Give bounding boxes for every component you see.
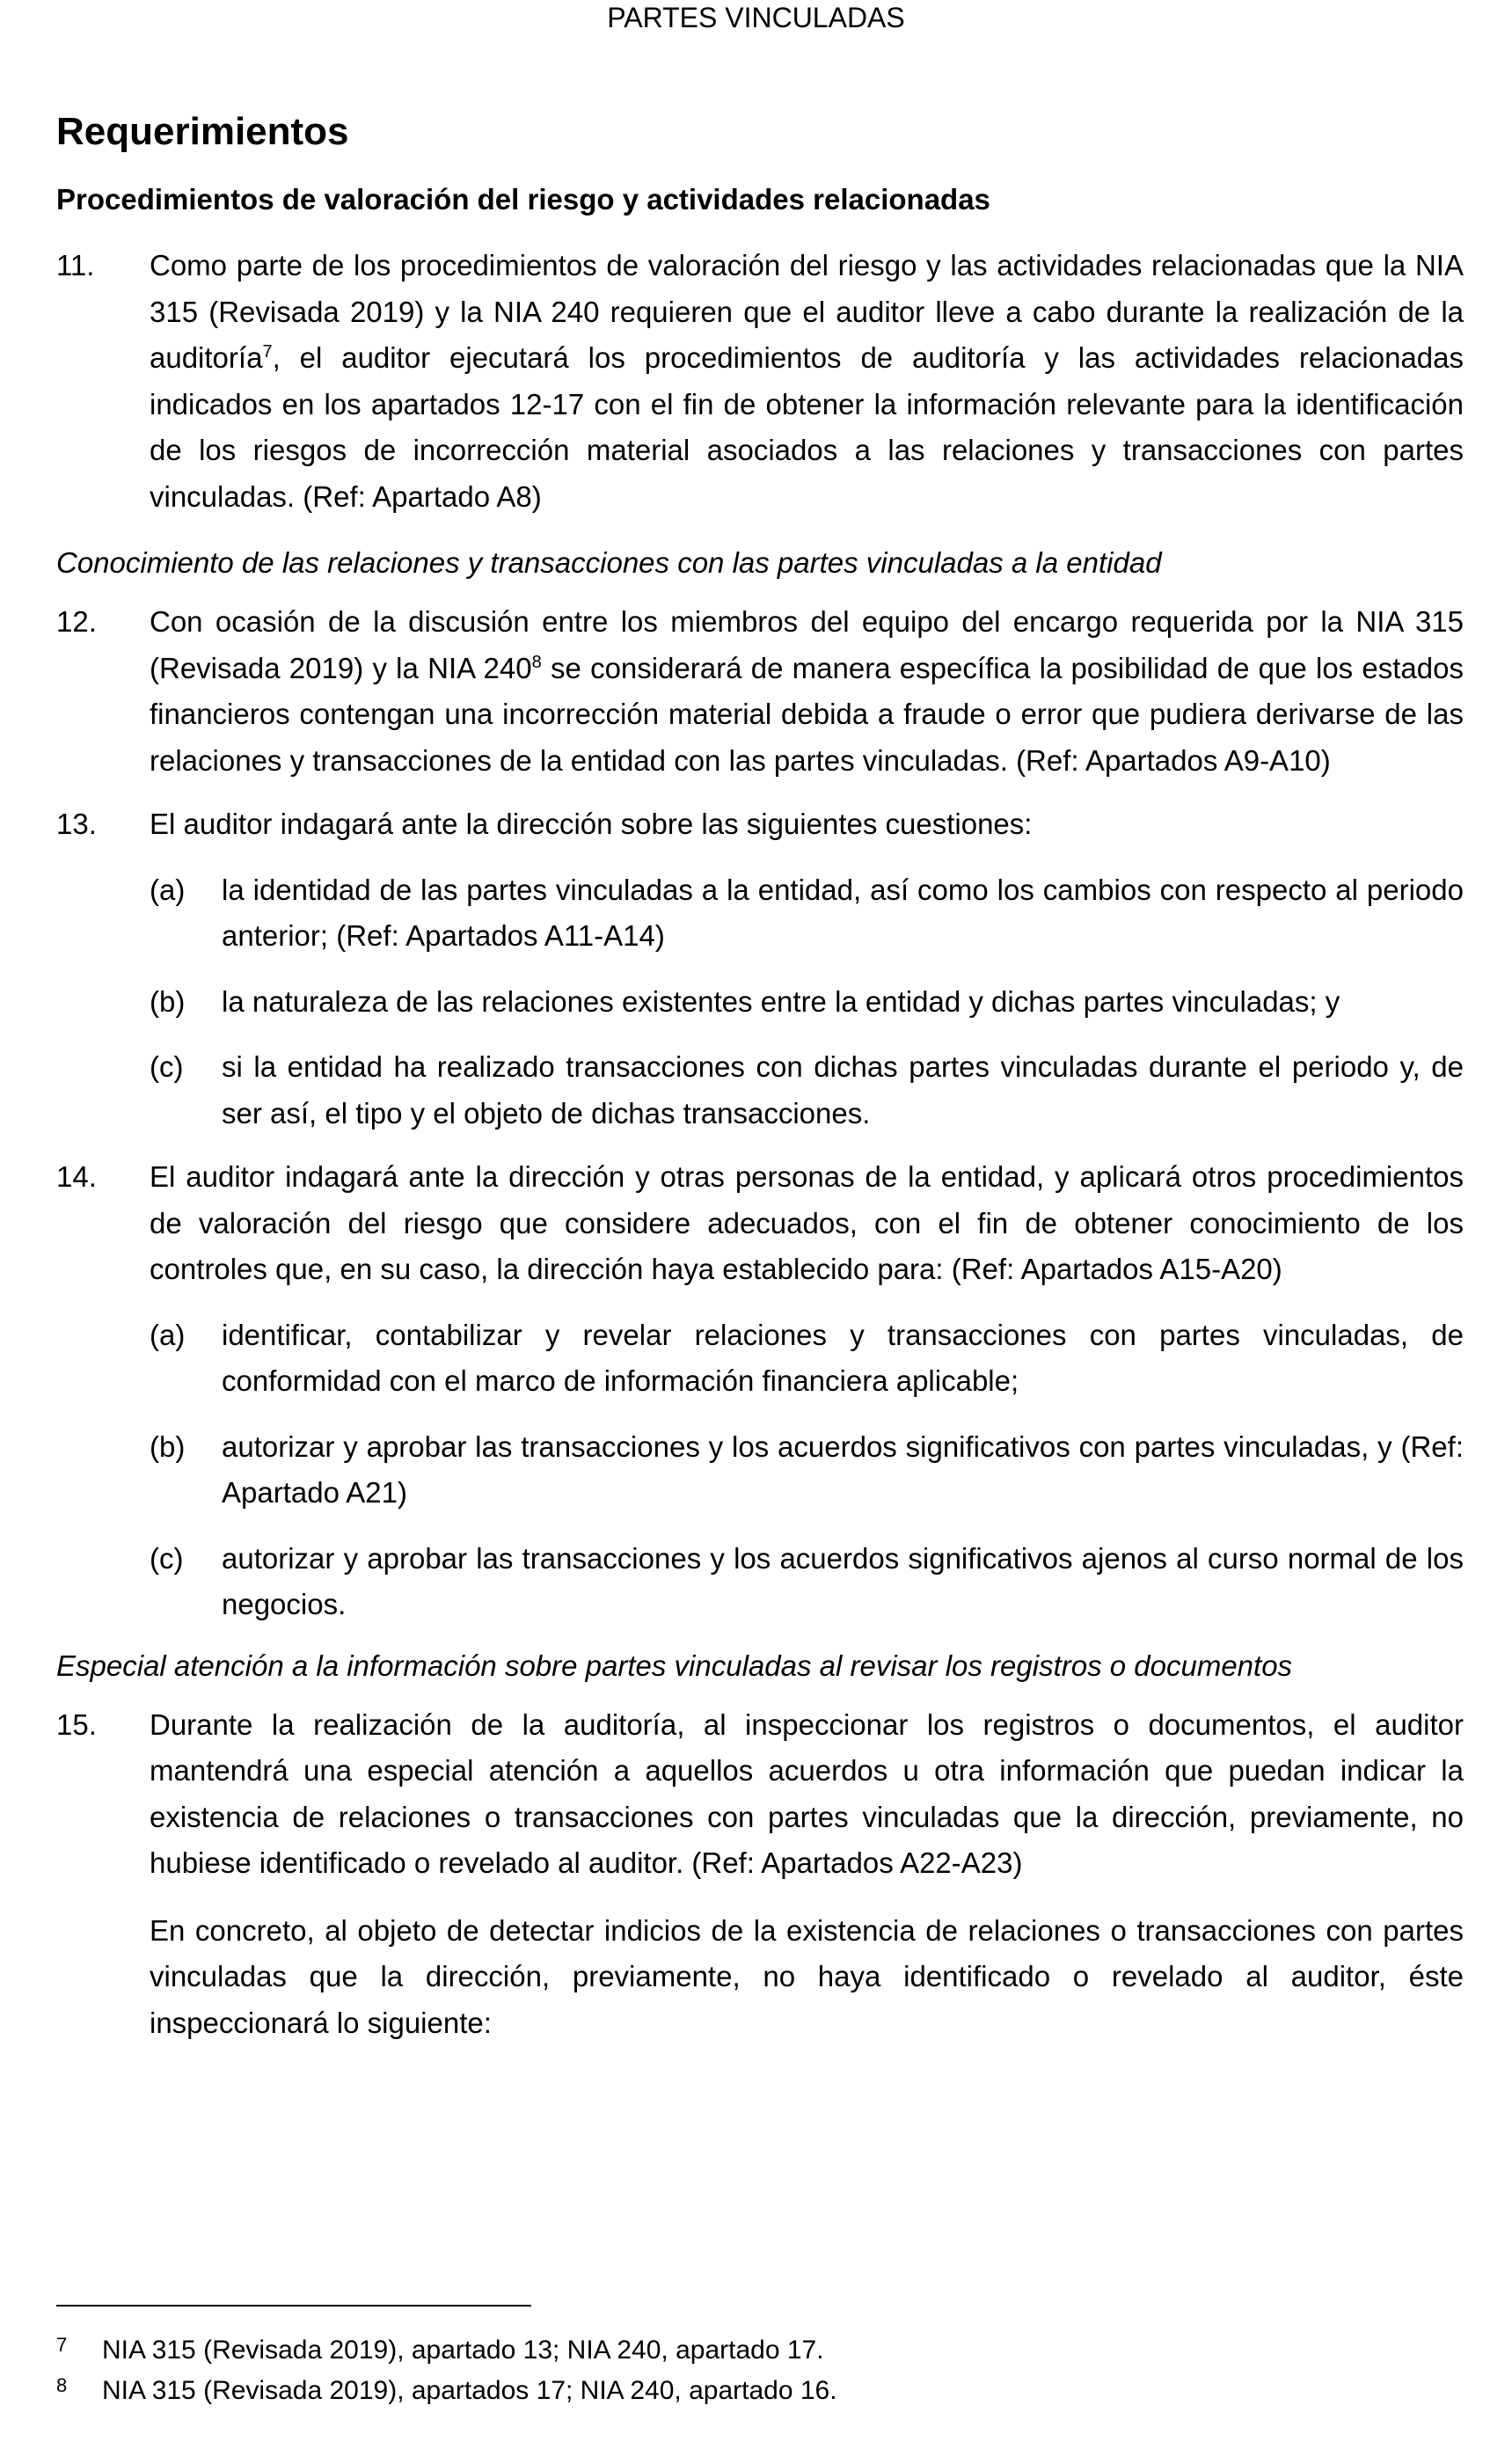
text-segment: , el auditor ejecutará los procedimientos de auditoría y las actividades relacionadas indicados en los apartados 12-17 con el fin de obtener la información relevante para la identificación de los riesgos de incorrección material asociados a las relaciones y transacciones con partes vinculadas. (Ref: Apartado A8)	[150, 341, 1464, 513]
paragraph-15	[56, 1702, 1464, 1887]
list-item-text: autorizar y aprobar las transacciones y los acuerdos significativos ajenos al curso normal de los negocios.	[222, 1541, 1464, 1620]
footnote-text: NIA 315 (Revisada 2019), apartado 13; NIA 240, apartado 17.	[102, 2336, 824, 2365]
list-item	[56, 1312, 1464, 1405]
list-item-text: la naturaleza de las relaciones existentes entre la entidad y dichas partes vinculadas; y	[222, 984, 1340, 1018]
paragraph-number: 15.	[56, 1707, 97, 1741]
paragraph-number: 12.	[56, 605, 97, 638]
paragraph-number: 11.	[56, 249, 95, 281]
paragraph-text	[150, 599, 1464, 784]
italic-subheading-records: Especial atención a la información sobre partes vinculadas al revisar los registros o documentos	[56, 1649, 1293, 1682]
list-item	[56, 1424, 1464, 1517]
paragraph-13	[56, 801, 1464, 848]
list-item-text: si la entidad ha realizado transacciones con dichas partes vinculadas durante el periodo y, de ser así, el tipo y el objeto de dichas transacciones.	[222, 1050, 1464, 1130]
footnote-number: 8	[56, 2374, 68, 2396]
paragraph-text: Durante la realización de la auditoría, al inspeccionar los registros o documentos, el auditor mantendrá una especial atención a aquellos acuerdos u otra información que puedan indicar la existencia de relaciones o transacciones con partes vinculadas que la dirección, previamente, no hubiese identificado o revelado al auditor. (Ref: Apartados A22-A23)	[150, 1707, 1464, 1879]
paragraph-14	[56, 1154, 1464, 1293]
list-item-label: (c)	[150, 1050, 184, 1083]
list-item-label: (b)	[150, 1429, 186, 1463]
paragraph-11	[56, 243, 1464, 520]
list-item-label: (b)	[150, 984, 186, 1018]
page-content	[56, 106, 1464, 2046]
italic-subheading-relationships: Conocimiento de las relaciones y transacciones con las partes vinculadas a la entidad	[56, 546, 1162, 579]
paragraph-number: 13.	[56, 808, 97, 840]
list-item-label: (a)	[150, 873, 186, 906]
footnotes	[56, 2331, 1464, 2412]
footnote	[56, 2331, 1464, 2370]
footnote-text: NIA 315 (Revisada 2019), apartados 17; NIA 240, apartado 16.	[102, 2376, 837, 2405]
text-segment: Como parte de los procedimientos de valoración del riesgo y las actividades relacionadas que la NIA 315 (Revisada 2019) y la NIA 240 requieren que el auditor lleve a cabo durante la realización de la auditoría	[150, 249, 1464, 374]
footnote-ref[interactable]: 8	[531, 652, 542, 672]
footnote	[56, 2372, 1464, 2410]
list-item-text: identificar, contabilizar y revelar relaciones y transacciones con partes vinculadas, de conformidad con el marco de información financiera aplicable;	[222, 1318, 1464, 1397]
text-segment: Con ocasión de la discusión entre los miembros del equipo del encargo requerida por la NIA 315 (Revisada 2019) y la NIA 240	[150, 605, 1464, 684]
paragraph-text	[150, 243, 1464, 520]
list-item	[56, 979, 1464, 1026]
list-item	[56, 1044, 1464, 1137]
list-item	[56, 867, 1464, 960]
footnote-ref[interactable]: 7	[262, 342, 273, 362]
list-item-text: autorizar y aprobar las transacciones y los acuerdos significativos con partes vinculadas, y (Ref: Apartado A21)	[222, 1429, 1464, 1509]
footnote-number: 7	[56, 2334, 68, 2356]
paragraph-12	[56, 599, 1464, 784]
list-item-label: (c)	[150, 1541, 184, 1575]
list-item-label: (a)	[150, 1318, 186, 1351]
paragraph-text: El auditor indagará ante la dirección y otras personas de la entidad, y aplicará otros procedimientos de valoración del riesgo que considere adecuados, con el fin de obtener conocimiento de los controles que, en su caso, la dirección haya establecido para: (Ref: Apartados A15-A20)	[150, 1160, 1464, 1285]
paragraph-text: El auditor indagará ante la dirección sobre las siguientes cuestiones:	[150, 808, 1033, 840]
list-item-text: la identidad de las partes vinculadas a la entidad, así como los cambios con respecto al periodo anterior; (Ref: Apartados A11-A14)	[222, 873, 1464, 952]
paragraph-continuation: En concreto, al objeto de detectar indicios de la existencia de relaciones o transacciones con partes vinculadas que la dirección, previamente, no haya identificado o revelado al auditor, éste inspeccionará lo siguiente:	[150, 1913, 1464, 2039]
list-item	[56, 1536, 1464, 1628]
text-segment: se considerará de manera específica la posibilidad de que los estados financieros contengan una incorrección material debida a fraude o error que pudiera derivarse de las relaciones y transacciones de la entidad con las partes vinculadas. (Ref: Apartados A9-A10)	[150, 651, 1464, 777]
section-subheading: Procedimientos de valoración del riesgo y actividades relacionadas	[56, 183, 990, 216]
running-header: PARTES VINCULADAS	[607, 2, 905, 33]
section-title: Requerimientos	[56, 110, 349, 153]
paragraph-number: 14.	[56, 1160, 97, 1193]
footnote-divider	[56, 2305, 531, 2307]
